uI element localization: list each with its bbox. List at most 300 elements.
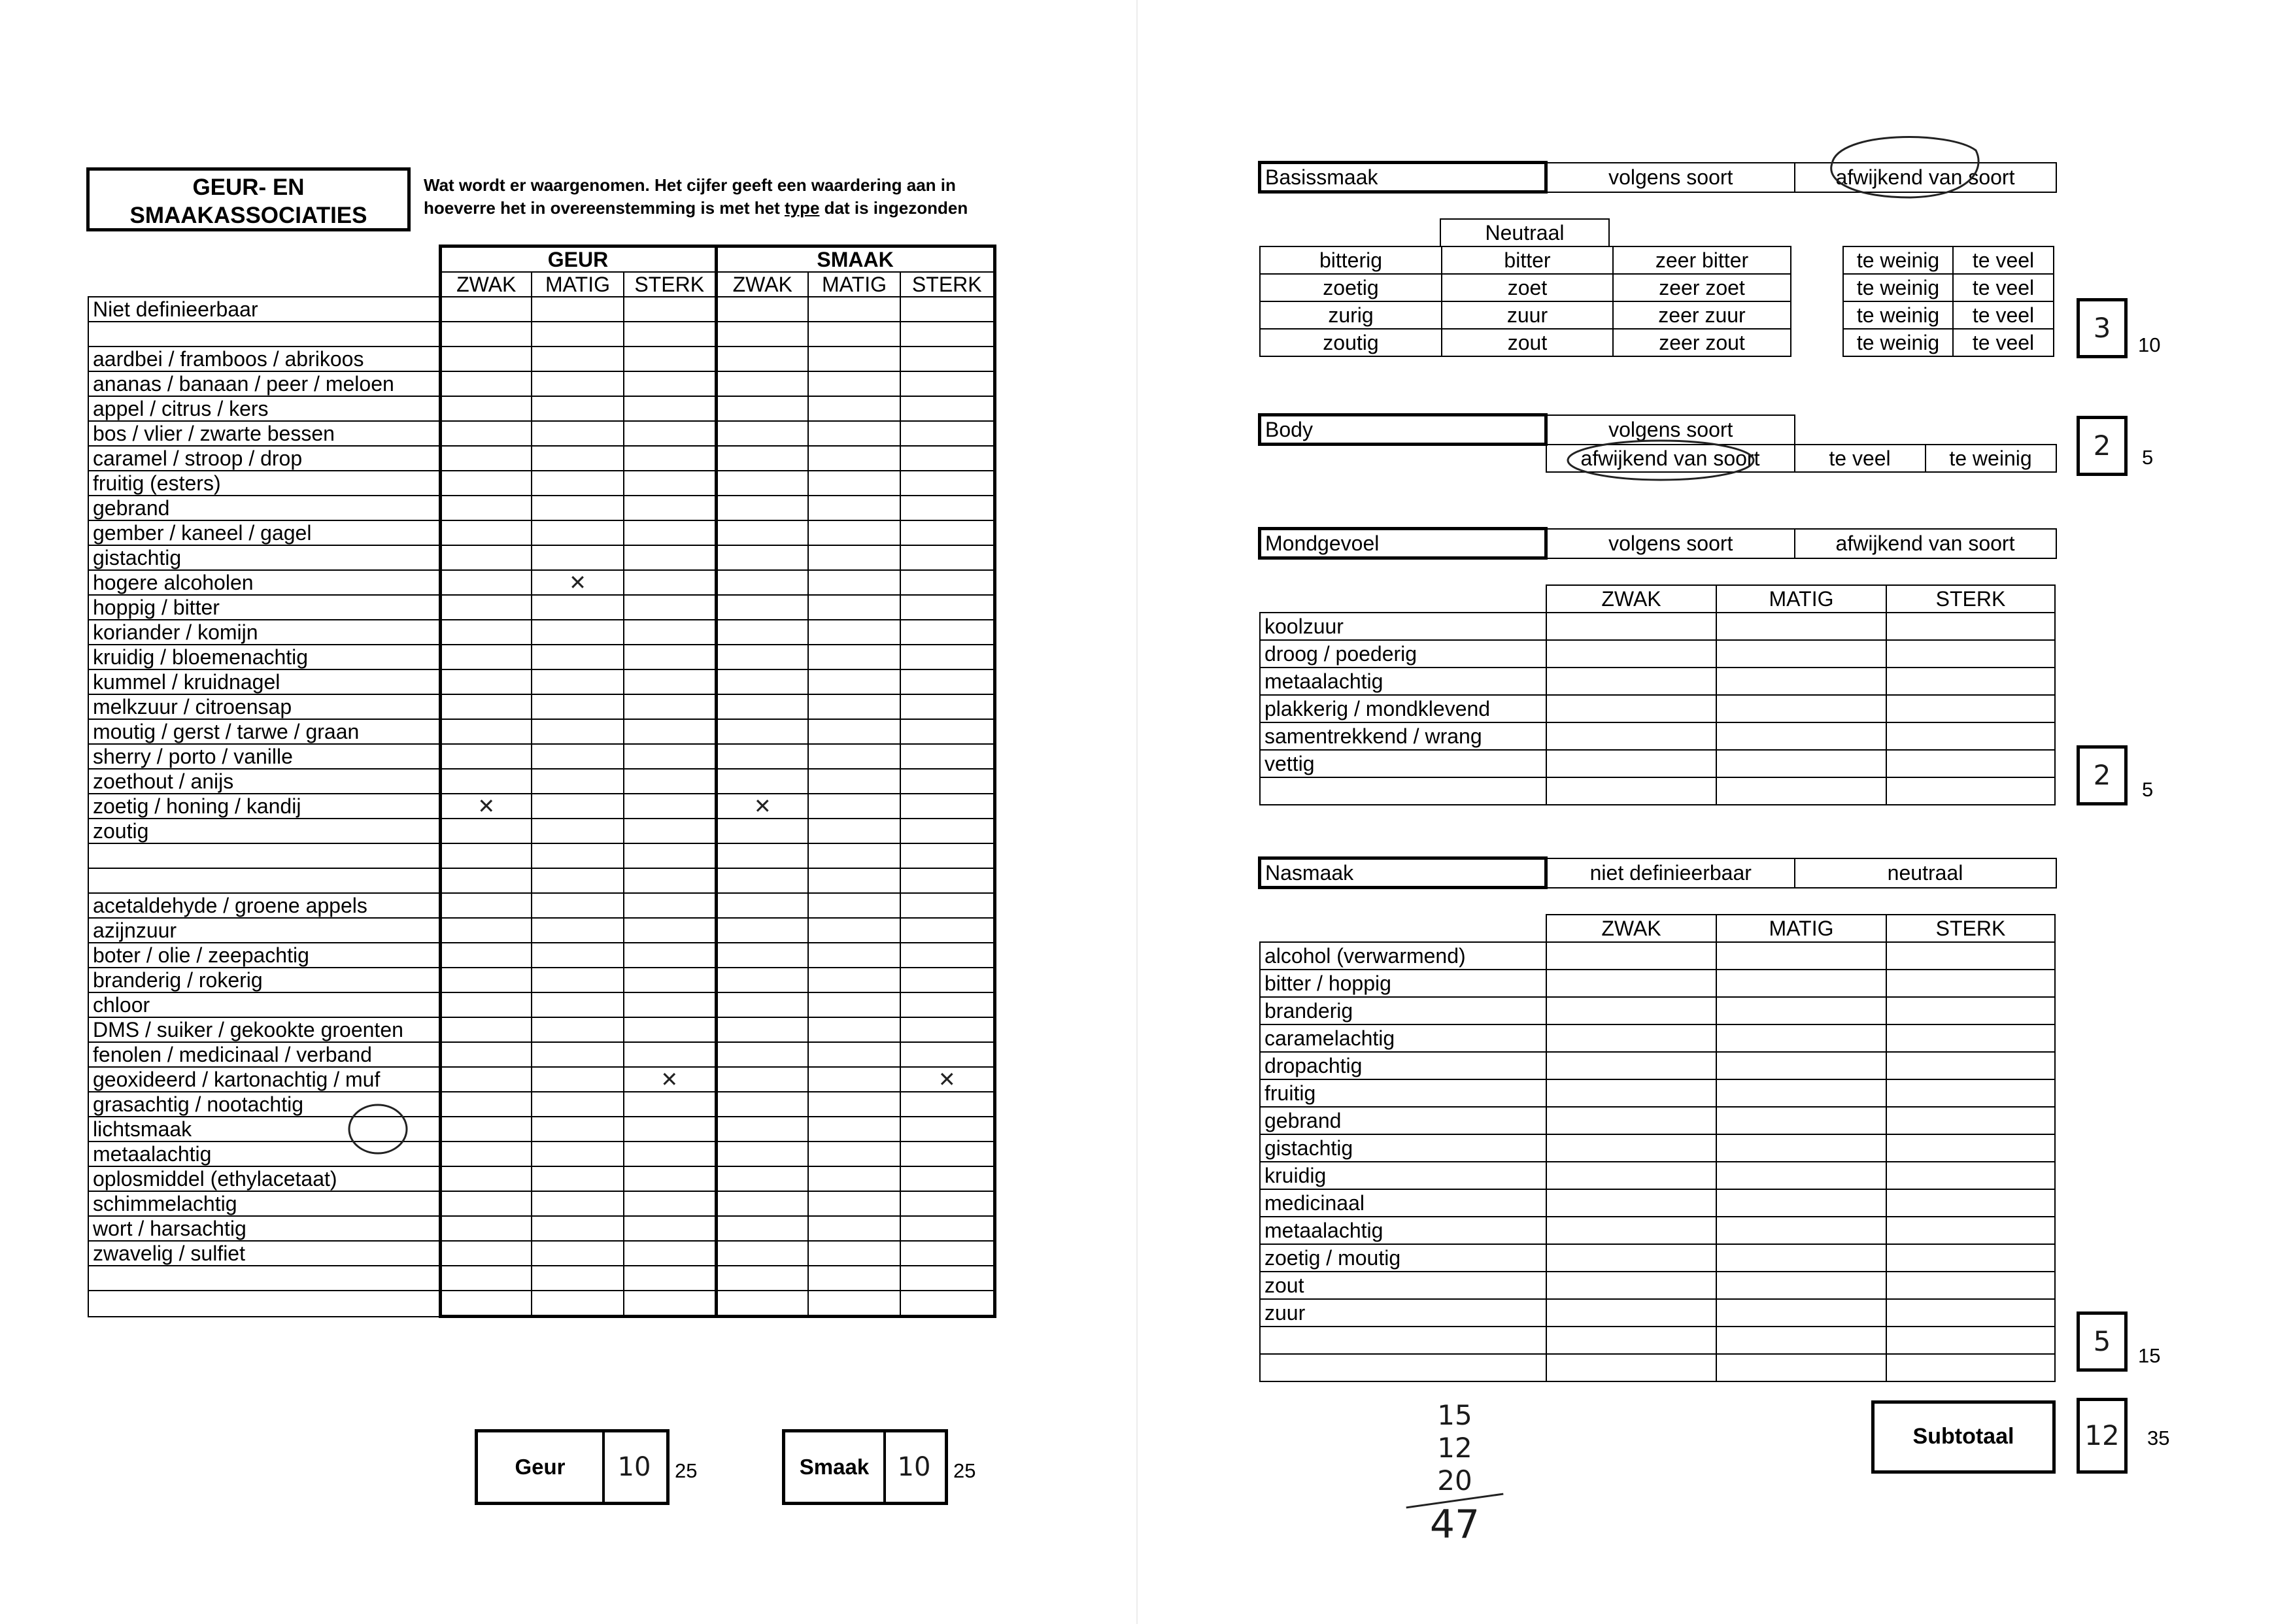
basissmaak-option[interactable]: zout — [1442, 329, 1613, 356]
mark-cell[interactable] — [900, 471, 994, 496]
mark-cell[interactable] — [532, 520, 624, 545]
mark-cell[interactable] — [716, 868, 808, 893]
mark-cell[interactable] — [808, 570, 900, 595]
mark-cell[interactable] — [532, 595, 624, 620]
nasmaak-intensity-cell[interactable] — [1546, 1299, 1716, 1327]
mark-cell[interactable] — [716, 893, 808, 918]
mark-cell[interactable] — [440, 744, 532, 769]
nasmaak-intensity-cell[interactable] — [1716, 1052, 1886, 1079]
mark-cell[interactable] — [716, 1117, 808, 1142]
mark-cell[interactable] — [900, 570, 994, 595]
nasmaak-intensity-cell[interactable] — [1716, 1079, 1886, 1107]
mark-cell[interactable] — [900, 297, 994, 322]
mark-cell[interactable] — [900, 843, 994, 868]
mark-cell[interactable] — [624, 744, 716, 769]
body-opt-volgens[interactable]: volgens soort — [1546, 415, 1795, 445]
mondgevoel-score[interactable]: 2 — [2077, 745, 2128, 805]
nasmaak-intensity-cell[interactable] — [1716, 1162, 1886, 1189]
mark-cell[interactable] — [440, 545, 532, 570]
mark-cell[interactable] — [440, 968, 532, 992]
mond-intensity-cell[interactable] — [1716, 668, 1886, 695]
mark-cell[interactable] — [532, 1266, 624, 1291]
mark-cell[interactable] — [532, 744, 624, 769]
mark-cell[interactable] — [716, 1042, 808, 1067]
nasmaak-intensity-cell[interactable] — [1546, 1162, 1716, 1189]
mark-cell[interactable] — [440, 1191, 532, 1216]
mark-cell[interactable] — [900, 1166, 994, 1191]
mark-cell[interactable] — [900, 893, 994, 918]
mark-cell[interactable] — [532, 1241, 624, 1266]
mark-cell[interactable] — [532, 1166, 624, 1191]
mark-cell[interactable] — [624, 595, 716, 620]
mark-cell[interactable] — [532, 1291, 624, 1317]
mark-cell[interactable] — [716, 992, 808, 1017]
mark-cell[interactable] — [624, 1142, 716, 1166]
nasmaak-intensity-cell[interactable] — [1546, 1107, 1716, 1134]
mark-cell[interactable] — [440, 843, 532, 868]
mark-cell[interactable] — [532, 446, 624, 471]
mark-cell[interactable] — [624, 421, 716, 446]
basissmaak-amount-option[interactable]: te veel — [1953, 329, 2054, 356]
mark-cell[interactable] — [440, 1017, 532, 1042]
mark-cell[interactable] — [900, 347, 994, 371]
mark-cell[interactable] — [532, 297, 624, 322]
mark-cell[interactable] — [624, 1191, 716, 1216]
mark-cell[interactable] — [716, 520, 808, 545]
mark-cell[interactable] — [624, 620, 716, 645]
mark-cell[interactable] — [900, 943, 994, 968]
mark-cell[interactable] — [532, 992, 624, 1017]
mark-cell[interactable] — [440, 297, 532, 322]
mark-cell[interactable] — [900, 918, 994, 943]
mond-intensity-cell[interactable] — [1546, 777, 1716, 805]
nasmaak-intensity-cell[interactable] — [1886, 1162, 2055, 1189]
mark-cell[interactable] — [900, 769, 994, 794]
nasmaak-intensity-cell[interactable] — [1546, 1327, 1716, 1354]
mark-cell[interactable] — [808, 1166, 900, 1191]
nasmaak-intensity-cell[interactable] — [1886, 997, 2055, 1024]
mark-cell[interactable] — [808, 669, 900, 694]
mark-cell[interactable] — [808, 520, 900, 545]
mark-cell[interactable] — [808, 992, 900, 1017]
mark-cell[interactable] — [624, 769, 716, 794]
mark-cell[interactable] — [808, 595, 900, 620]
mark-cell[interactable] — [808, 297, 900, 322]
nasmaak-intensity-cell[interactable] — [1886, 970, 2055, 997]
mark-cell[interactable] — [900, 968, 994, 992]
mark-cell[interactable] — [716, 669, 808, 694]
mark-cell[interactable] — [716, 1266, 808, 1291]
mark-cell[interactable] — [900, 992, 994, 1017]
mark-cell[interactable] — [624, 1291, 716, 1317]
basissmaak-option[interactable]: zurig — [1260, 301, 1442, 329]
mark-cell[interactable] — [716, 620, 808, 645]
nasmaak-intensity-cell[interactable] — [1886, 1052, 2055, 1079]
mark-cell[interactable] — [716, 347, 808, 371]
mark-cell[interactable] — [624, 545, 716, 570]
mark-cell[interactable] — [624, 347, 716, 371]
mark-cell[interactable] — [808, 1291, 900, 1317]
mark-cell[interactable] — [440, 520, 532, 545]
mond-intensity-cell[interactable] — [1886, 777, 2055, 805]
mark-cell[interactable] — [624, 794, 716, 819]
mark-cell[interactable] — [624, 645, 716, 669]
mark-cell[interactable] — [440, 1266, 532, 1291]
mark-cell[interactable] — [900, 1142, 994, 1166]
mark-cell[interactable]: ✕ — [532, 570, 624, 595]
mark-cell[interactable] — [716, 322, 808, 347]
mark-cell[interactable] — [900, 794, 994, 819]
basissmaak-option[interactable]: zoet — [1442, 274, 1613, 301]
mark-cell[interactable] — [532, 1216, 624, 1241]
mark-cell[interactable] — [900, 1241, 994, 1266]
subtotaal-score[interactable]: 12 — [2077, 1398, 2128, 1474]
mark-cell[interactable] — [808, 769, 900, 794]
mark-cell[interactable] — [440, 645, 532, 669]
mark-cell[interactable] — [900, 371, 994, 396]
mark-cell[interactable] — [716, 1017, 808, 1042]
mark-cell[interactable] — [624, 992, 716, 1017]
nasmaak-intensity-cell[interactable] — [1546, 1189, 1716, 1217]
mark-cell[interactable] — [532, 694, 624, 719]
mark-cell[interactable] — [900, 719, 994, 744]
mark-cell[interactable] — [716, 1142, 808, 1166]
basissmaak-option[interactable]: zeer zoet — [1613, 274, 1791, 301]
body-score[interactable]: 2 — [2077, 416, 2128, 476]
mark-cell[interactable] — [900, 620, 994, 645]
mond-intensity-cell[interactable] — [1546, 640, 1716, 668]
mark-cell[interactable] — [808, 421, 900, 446]
mark-cell[interactable] — [808, 396, 900, 421]
nasmaak-intensity-cell[interactable] — [1886, 1217, 2055, 1244]
mark-cell[interactable] — [532, 1042, 624, 1067]
mark-cell[interactable] — [440, 1092, 532, 1117]
nasmaak-intensity-cell[interactable] — [1886, 1079, 2055, 1107]
mond-intensity-cell[interactable] — [1546, 750, 1716, 777]
mond-intensity-cell[interactable] — [1886, 668, 2055, 695]
mark-cell[interactable] — [900, 1191, 994, 1216]
mark-cell[interactable] — [440, 943, 532, 968]
mark-cell[interactable] — [808, 1117, 900, 1142]
mark-cell[interactable] — [900, 1216, 994, 1241]
nasmaak-intensity-cell[interactable] — [1546, 1134, 1716, 1162]
nasmaak-intensity-cell[interactable] — [1716, 1244, 1886, 1272]
mark-cell[interactable] — [900, 322, 994, 347]
mark-cell[interactable] — [440, 669, 532, 694]
basissmaak-option[interactable]: bitterig — [1260, 246, 1442, 274]
basissmaak-amount-option[interactable]: te veel — [1953, 301, 2054, 329]
nasmaak-intensity-cell[interactable] — [1546, 1244, 1716, 1272]
mark-cell[interactable] — [532, 893, 624, 918]
basissmaak-amount-option[interactable]: te weinig — [1843, 329, 1953, 356]
mark-cell[interactable] — [716, 1191, 808, 1216]
mark-cell[interactable] — [624, 819, 716, 843]
mark-cell[interactable] — [440, 421, 532, 446]
nasmaak-intensity-cell[interactable] — [1546, 942, 1716, 970]
nasmaak-intensity-cell[interactable] — [1886, 1244, 2055, 1272]
mark-cell[interactable] — [624, 471, 716, 496]
nasmaak-intensity-cell[interactable] — [1716, 970, 1886, 997]
nasmaak-intensity-cell[interactable] — [1546, 1052, 1716, 1079]
mark-cell[interactable] — [716, 396, 808, 421]
mark-cell[interactable] — [440, 347, 532, 371]
mark-cell[interactable] — [532, 322, 624, 347]
mark-cell[interactable] — [900, 1266, 994, 1291]
mark-cell[interactable] — [440, 1042, 532, 1067]
mark-cell[interactable] — [624, 396, 716, 421]
mark-cell[interactable] — [808, 868, 900, 893]
mark-cell[interactable] — [624, 843, 716, 868]
mark-cell[interactable] — [808, 1092, 900, 1117]
mark-cell[interactable] — [624, 322, 716, 347]
nasmaak-intensity-cell[interactable] — [1716, 1327, 1886, 1354]
body-opt-te-weinig[interactable]: te weinig — [1926, 445, 2056, 473]
mark-cell[interactable] — [716, 819, 808, 843]
mark-cell[interactable] — [716, 968, 808, 992]
mark-cell[interactable]: ✕ — [900, 1067, 994, 1092]
mark-cell[interactable] — [624, 669, 716, 694]
mark-cell[interactable] — [900, 819, 994, 843]
mark-cell[interactable] — [716, 694, 808, 719]
mark-cell[interactable] — [808, 843, 900, 868]
basissmaak-opt-volgens[interactable]: volgens soort — [1546, 163, 1795, 192]
nasmaak-intensity-cell[interactable] — [1886, 942, 2055, 970]
mark-cell[interactable] — [624, 1166, 716, 1191]
basissmaak-score[interactable]: 3 — [2077, 298, 2128, 358]
nasmaak-intensity-cell[interactable] — [1546, 1217, 1716, 1244]
mark-cell[interactable] — [532, 545, 624, 570]
mark-cell[interactable] — [900, 645, 994, 669]
mark-cell[interactable] — [900, 1117, 994, 1142]
mark-cell[interactable] — [532, 868, 624, 893]
nasmaak-intensity-cell[interactable] — [1716, 1299, 1886, 1327]
mark-cell[interactable] — [624, 918, 716, 943]
mark-cell[interactable] — [624, 943, 716, 968]
mark-cell[interactable] — [624, 446, 716, 471]
nasmaak-intensity-cell[interactable] — [1886, 1327, 2055, 1354]
mark-cell[interactable] — [624, 868, 716, 893]
mark-cell[interactable] — [808, 645, 900, 669]
mark-cell[interactable] — [808, 545, 900, 570]
mark-cell[interactable]: ✕ — [624, 1067, 716, 1092]
mark-cell[interactable] — [532, 918, 624, 943]
nasmaak-intensity-cell[interactable] — [1716, 1354, 1886, 1381]
mark-cell[interactable] — [532, 843, 624, 868]
mark-cell[interactable] — [808, 1191, 900, 1216]
mark-cell[interactable] — [440, 1291, 532, 1317]
mark-cell[interactable] — [716, 570, 808, 595]
mark-cell[interactable] — [624, 371, 716, 396]
mark-cell[interactable] — [808, 471, 900, 496]
mark-cell[interactable] — [900, 1042, 994, 1067]
mark-cell[interactable] — [532, 471, 624, 496]
nasmaak-intensity-cell[interactable] — [1546, 1272, 1716, 1299]
mark-cell[interactable] — [624, 1216, 716, 1241]
mark-cell[interactable] — [716, 1216, 808, 1241]
mark-cell[interactable] — [808, 446, 900, 471]
nasmaak-intensity-cell[interactable] — [1546, 1079, 1716, 1107]
mark-cell[interactable] — [532, 719, 624, 744]
nasmaak-intensity-cell[interactable] — [1546, 1024, 1716, 1052]
nasmaak-intensity-cell[interactable] — [1546, 997, 1716, 1024]
mark-cell[interactable] — [900, 1092, 994, 1117]
mark-cell[interactable] — [716, 496, 808, 520]
mark-cell[interactable] — [808, 1142, 900, 1166]
body-opt-te-veel[interactable]: te veel — [1795, 445, 1926, 473]
mark-cell[interactable] — [624, 719, 716, 744]
mark-cell[interactable] — [900, 520, 994, 545]
nasmaak-intensity-cell[interactable] — [1546, 1354, 1716, 1381]
nasmaak-intensity-cell[interactable] — [1886, 1299, 2055, 1327]
mark-cell[interactable] — [716, 371, 808, 396]
mark-cell[interactable] — [624, 1042, 716, 1067]
mond-intensity-cell[interactable] — [1546, 695, 1716, 722]
mark-cell[interactable] — [716, 1092, 808, 1117]
nasmaak-intensity-cell[interactable] — [1886, 1354, 2055, 1381]
mark-cell[interactable] — [624, 1092, 716, 1117]
mark-cell[interactable] — [808, 496, 900, 520]
mark-cell[interactable] — [900, 396, 994, 421]
nasmaak-intensity-cell[interactable] — [1716, 1024, 1886, 1052]
mond-intensity-cell[interactable] — [1546, 668, 1716, 695]
mond-intensity-cell[interactable] — [1716, 613, 1886, 640]
mark-cell[interactable] — [900, 1017, 994, 1042]
nasmaak-intensity-cell[interactable] — [1886, 1024, 2055, 1052]
basissmaak-amount-option[interactable]: te weinig — [1843, 274, 1953, 301]
mark-cell[interactable] — [716, 446, 808, 471]
mark-cell[interactable] — [808, 1266, 900, 1291]
basissmaak-amount-option[interactable]: te weinig — [1843, 301, 1953, 329]
mark-cell[interactable] — [716, 545, 808, 570]
mark-cell[interactable] — [532, 819, 624, 843]
mark-cell[interactable] — [900, 595, 994, 620]
basissmaak-option[interactable]: zeer zout — [1613, 329, 1791, 356]
nasmaak-intensity-cell[interactable] — [1716, 1189, 1886, 1217]
mark-cell[interactable] — [532, 396, 624, 421]
mark-cell[interactable] — [808, 620, 900, 645]
mondgevoel-opt-volgens[interactable]: volgens soort — [1546, 529, 1795, 558]
mond-intensity-cell[interactable] — [1716, 722, 1886, 750]
mark-cell[interactable] — [440, 1142, 532, 1166]
mark-cell[interactable] — [716, 843, 808, 868]
mark-cell[interactable] — [808, 744, 900, 769]
mark-cell[interactable] — [440, 694, 532, 719]
mark-cell[interactable] — [900, 868, 994, 893]
mark-cell[interactable] — [532, 794, 624, 819]
basissmaak-opt-afwijkend[interactable]: afwijkend van soort — [1795, 163, 2056, 192]
mark-cell[interactable] — [716, 769, 808, 794]
mark-cell[interactable] — [808, 1042, 900, 1067]
mark-cell[interactable] — [532, 496, 624, 520]
nasmaak-intensity-cell[interactable] — [1716, 997, 1886, 1024]
mark-cell[interactable] — [808, 893, 900, 918]
mark-cell[interactable] — [624, 1241, 716, 1266]
mark-cell[interactable] — [900, 446, 994, 471]
mark-cell[interactable] — [532, 1117, 624, 1142]
mondgevoel-opt-afwijkend[interactable]: afwijkend van soort — [1795, 529, 2056, 558]
mark-cell[interactable] — [440, 1117, 532, 1142]
mond-intensity-cell[interactable] — [1716, 640, 1886, 668]
basissmaak-option[interactable]: zoutig — [1260, 329, 1442, 356]
mark-cell[interactable] — [808, 1067, 900, 1092]
nasmaak-intensity-cell[interactable] — [1716, 942, 1886, 970]
mark-cell[interactable] — [716, 421, 808, 446]
mark-cell[interactable] — [440, 1067, 532, 1092]
mond-intensity-cell[interactable] — [1716, 695, 1886, 722]
basissmaak-option[interactable]: zoetig — [1260, 274, 1442, 301]
mond-intensity-cell[interactable] — [1886, 613, 2055, 640]
mark-cell[interactable] — [532, 1067, 624, 1092]
mond-intensity-cell[interactable] — [1886, 750, 2055, 777]
mark-cell[interactable] — [716, 1241, 808, 1266]
mark-cell[interactable] — [808, 347, 900, 371]
mark-cell[interactable] — [900, 694, 994, 719]
basissmaak-amount-option[interactable]: te veel — [1953, 274, 2054, 301]
mond-intensity-cell[interactable] — [1716, 777, 1886, 805]
geur-score[interactable]: 10 — [617, 1452, 651, 1482]
mark-cell[interactable] — [440, 620, 532, 645]
basissmaak-option[interactable]: zeer bitter — [1613, 246, 1791, 274]
mond-intensity-cell[interactable] — [1886, 640, 2055, 668]
mark-cell[interactable]: ✕ — [716, 794, 808, 819]
mark-cell[interactable] — [900, 744, 994, 769]
mark-cell[interactable] — [440, 719, 532, 744]
nasmaak-score[interactable]: 5 — [2077, 1311, 2128, 1372]
mark-cell[interactable] — [624, 694, 716, 719]
mark-cell[interactable] — [808, 1017, 900, 1042]
mark-cell[interactable] — [440, 1241, 532, 1266]
mark-cell[interactable] — [900, 421, 994, 446]
mark-cell[interactable] — [716, 1291, 808, 1317]
mark-cell[interactable] — [624, 297, 716, 322]
mond-intensity-cell[interactable] — [1886, 722, 2055, 750]
mark-cell[interactable] — [624, 1117, 716, 1142]
mark-cell[interactable] — [716, 645, 808, 669]
mark-cell[interactable] — [624, 1017, 716, 1042]
mark-cell[interactable] — [808, 719, 900, 744]
nasmaak-opt-neutraal[interactable]: neutraal — [1795, 858, 2056, 888]
basissmaak-amount-option[interactable]: te veel — [1953, 246, 2054, 274]
mond-intensity-cell[interactable] — [1546, 613, 1716, 640]
nasmaak-intensity-cell[interactable] — [1716, 1107, 1886, 1134]
mark-cell[interactable] — [440, 769, 532, 794]
mark-cell[interactable] — [532, 669, 624, 694]
mark-cell[interactable] — [532, 769, 624, 794]
mark-cell[interactable] — [808, 819, 900, 843]
mark-cell[interactable] — [808, 322, 900, 347]
nasmaak-intensity-cell[interactable] — [1716, 1272, 1886, 1299]
mark-cell[interactable] — [532, 371, 624, 396]
mark-cell[interactable] — [440, 396, 532, 421]
mark-cell[interactable] — [716, 744, 808, 769]
mark-cell[interactable] — [716, 595, 808, 620]
basissmaak-option[interactable]: zuur — [1442, 301, 1613, 329]
mark-cell[interactable] — [716, 297, 808, 322]
mark-cell[interactable] — [440, 1216, 532, 1241]
mark-cell[interactable] — [900, 1291, 994, 1317]
mark-cell[interactable] — [808, 694, 900, 719]
mark-cell[interactable] — [440, 322, 532, 347]
mark-cell[interactable]: ✕ — [440, 794, 532, 819]
mark-cell[interactable] — [440, 918, 532, 943]
mark-cell[interactable] — [624, 496, 716, 520]
mark-cell[interactable] — [624, 1266, 716, 1291]
mark-cell[interactable] — [440, 893, 532, 918]
mark-cell[interactable] — [440, 819, 532, 843]
nasmaak-intensity-cell[interactable] — [1886, 1272, 2055, 1299]
mark-cell[interactable] — [532, 645, 624, 669]
mark-cell[interactable] — [716, 943, 808, 968]
